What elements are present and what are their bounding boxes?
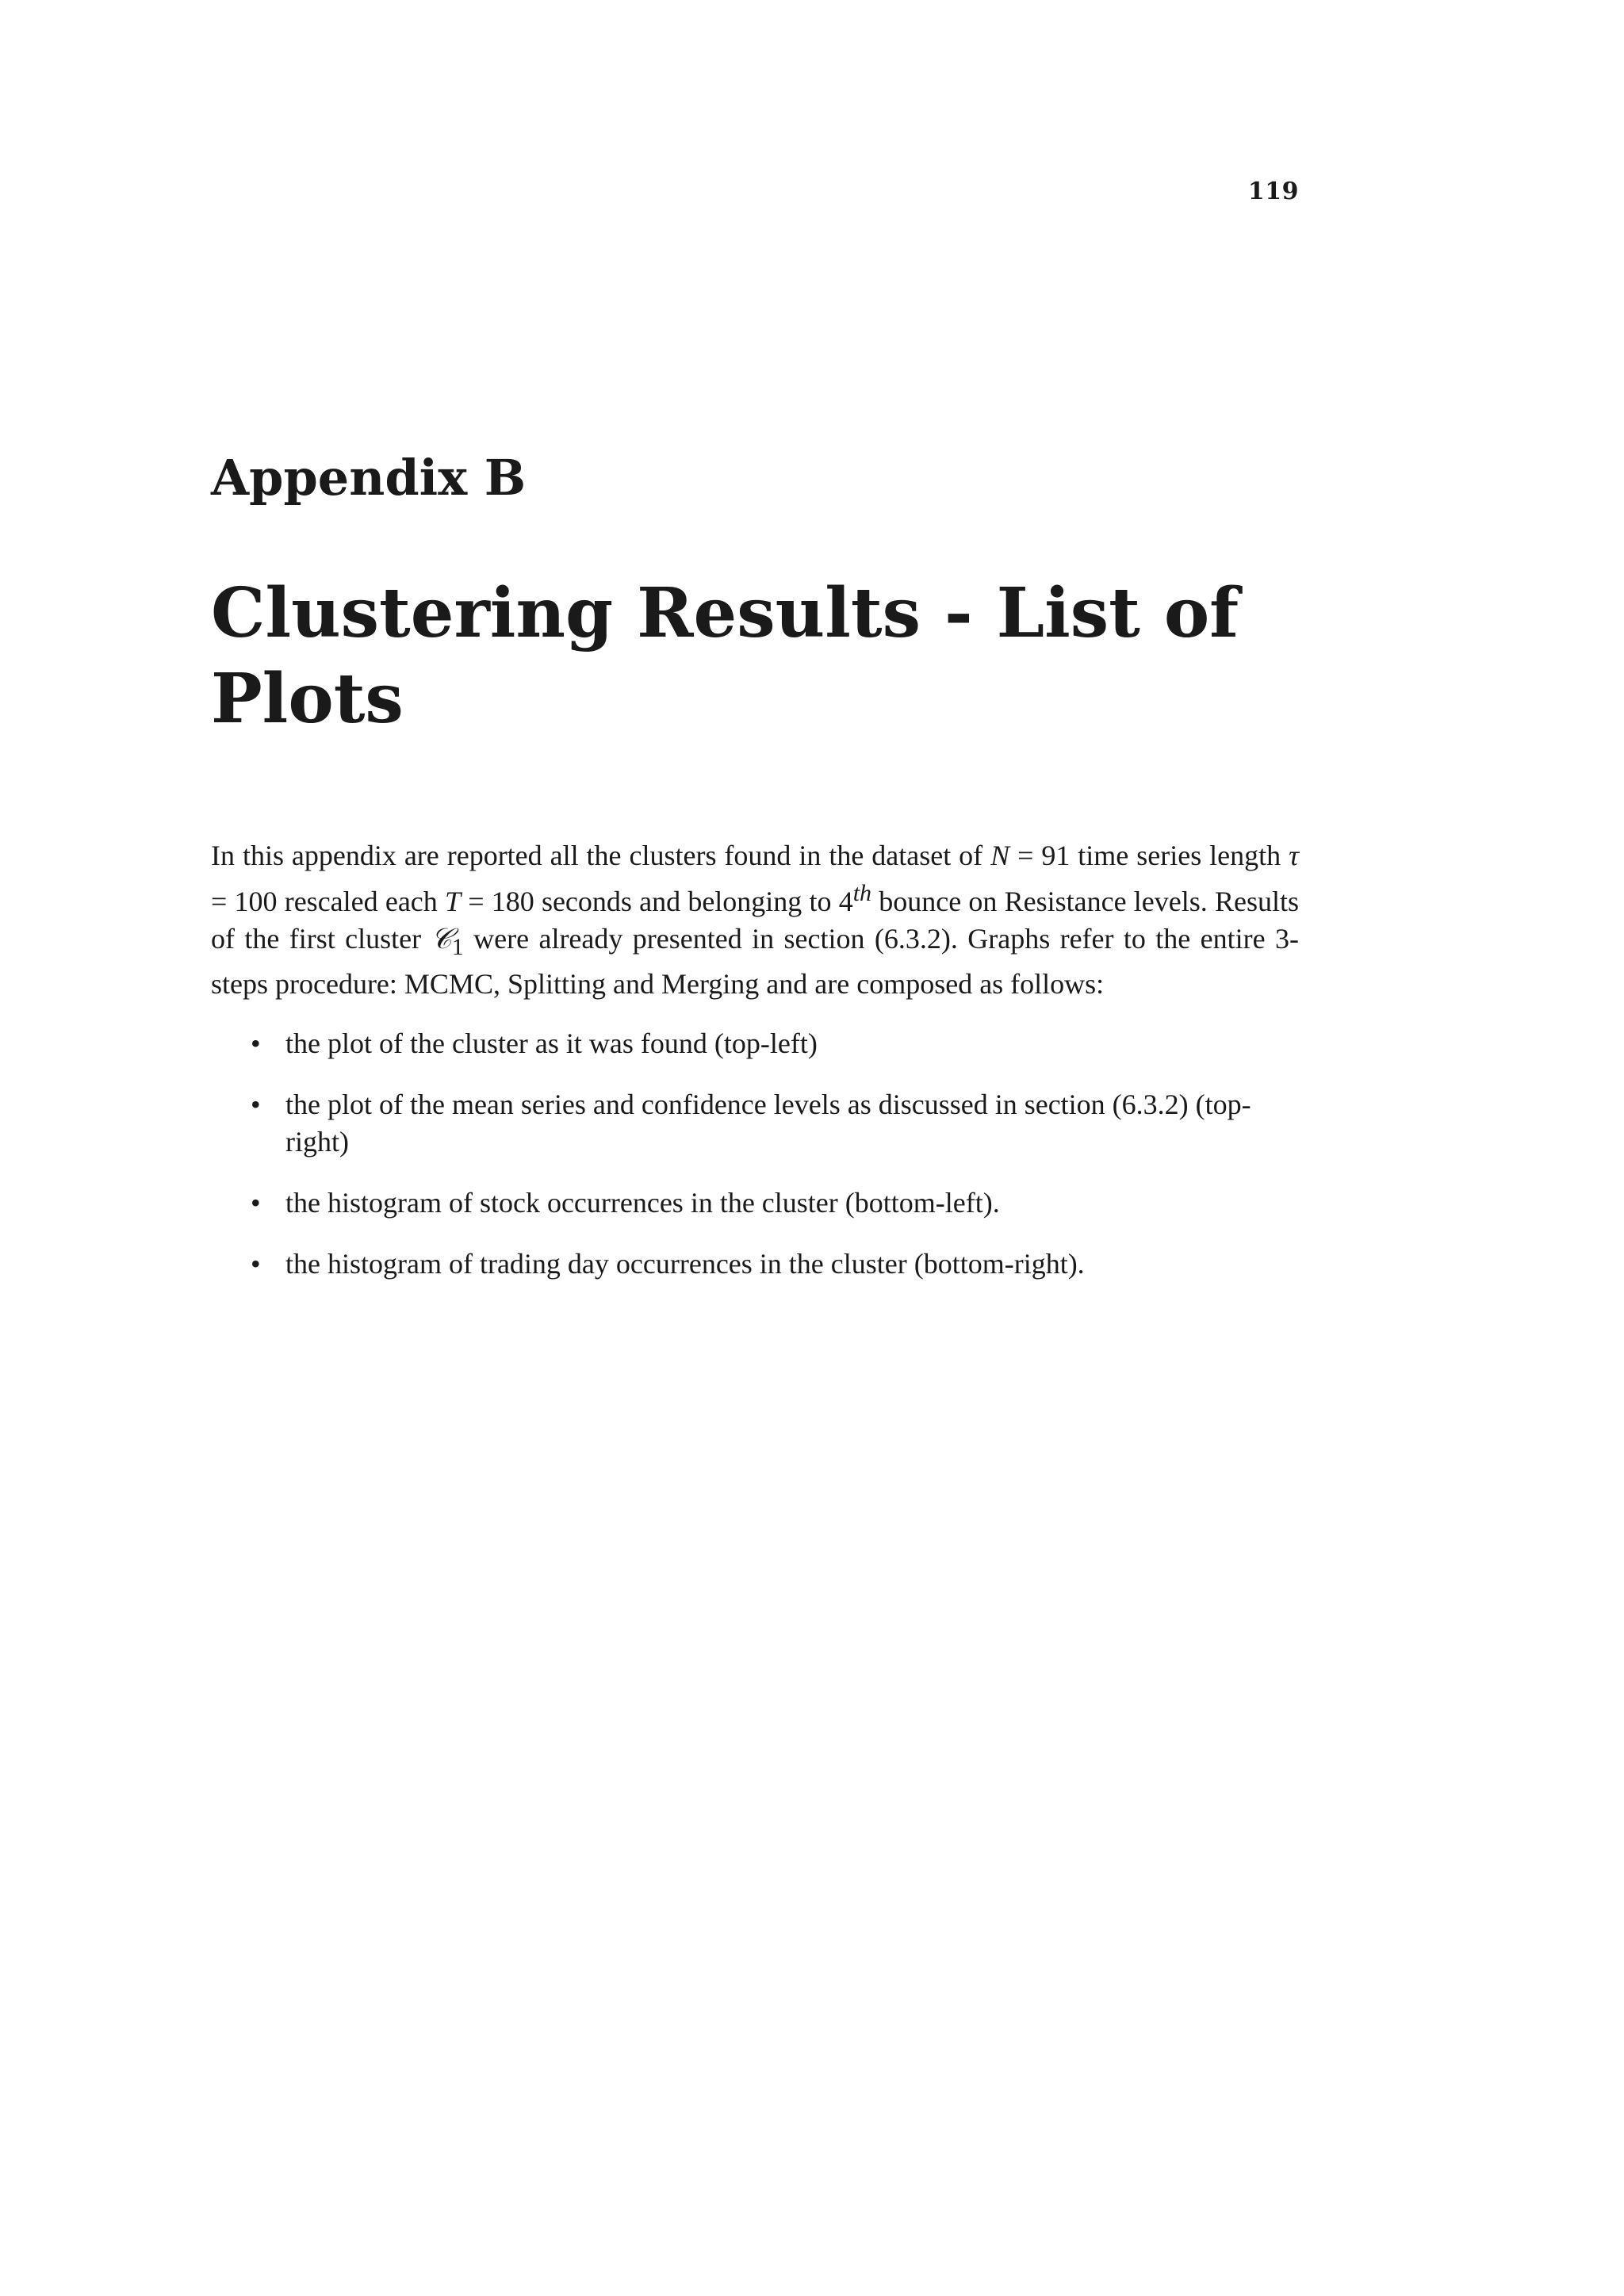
math-superscript-th: th xyxy=(852,880,872,906)
bullet-icon: • xyxy=(251,1248,261,1280)
math-subscript-1: 1 xyxy=(451,934,464,961)
page-number: 119 xyxy=(1247,178,1299,205)
math-tau: τ xyxy=(1289,840,1299,871)
chapter-title: Clustering Results - List of Plots xyxy=(211,573,1239,739)
math-cluster-C: 𝒞 xyxy=(431,923,452,955)
bullet-icon: • xyxy=(251,1089,261,1121)
bullet-icon: • xyxy=(251,1187,261,1219)
bullet-icon: • xyxy=(251,1027,261,1060)
list-item: • the plot of the cluster as it was found (top-left) xyxy=(211,1025,1299,1062)
list-item: • the histogram of trading day occurrences in the cluster (bottom-right). xyxy=(211,1246,1299,1283)
appendix-label: Appendix B xyxy=(211,449,527,507)
plot-description-list xyxy=(211,1025,1299,1283)
list-item: • the plot of the mean series and confidence levels as discussed in section (6.3.2) (top-right) xyxy=(211,1086,1299,1161)
intro-paragraph: In this appendix are reported all the clusters found in the dataset of N = 91 time series length τ = 100 rescaled each T = 180 seconds and belonging to 4th bounce on Resistance levels. Results of the first cluster 𝒞$_1$ were already presented in section (6.3.2). Graphs refer to the entire 3-steps procedure: MCMC, Splitting and Merging and are composed as follows: xyxy=(211,840,1299,1001)
math-N: N xyxy=(990,840,1010,871)
body-text xyxy=(211,837,1299,1307)
math-T: T xyxy=(444,886,462,917)
list-item: • the histogram of stock occurrences in the cluster (bottom-left). xyxy=(211,1184,1299,1222)
